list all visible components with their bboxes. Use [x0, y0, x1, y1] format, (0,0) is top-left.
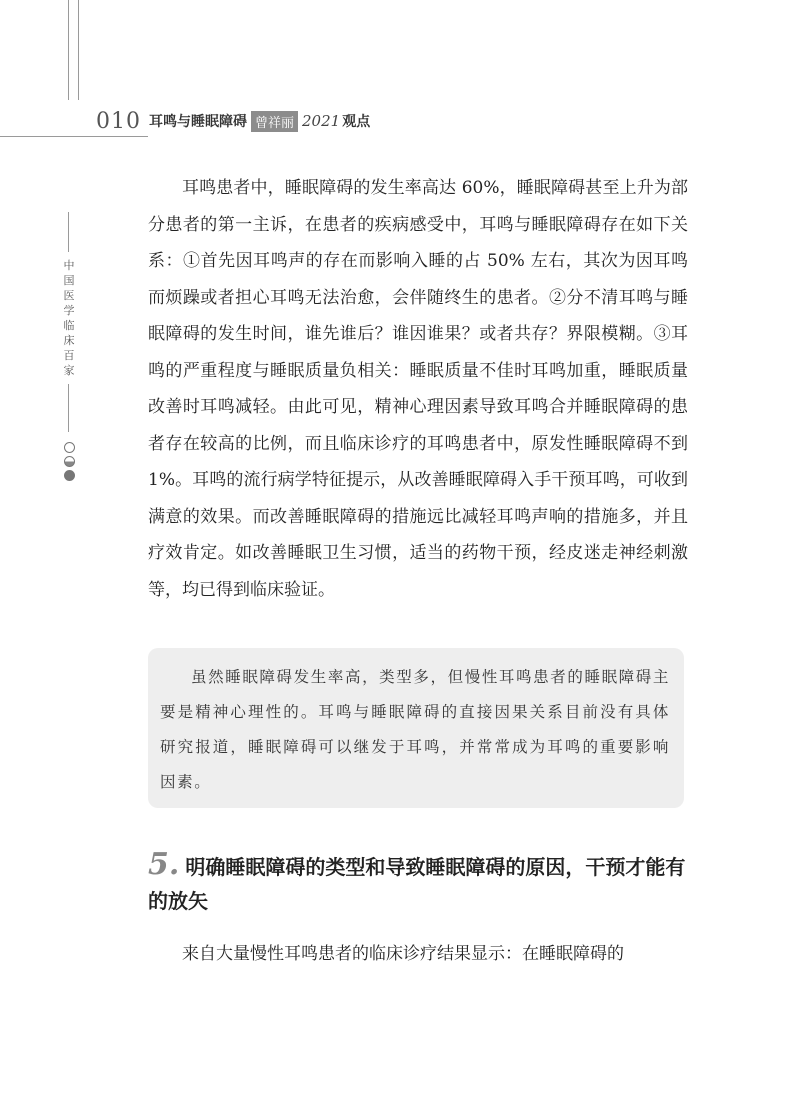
page-number: 010: [96, 108, 141, 134]
section-number: 5.: [148, 847, 180, 882]
viewpoint-label: 观点: [342, 114, 371, 130]
side-line-top: [68, 212, 69, 252]
body-text: [148, 170, 688, 608]
decorative-dots: [62, 442, 76, 484]
body-paragraph: 耳鸣患者中，睡眠障碍的发生率高达 60%，睡眠障碍甚至上升为部分患者的第一主诉，在患者的疾病感受中，耳鸣与睡眠障碍存在如下关系：①首先因耳鸣声的存在而影响入睡的占 50% 左右，其次为因耳鸣而烦躁或者担心耳鸣无法治愈，会伴随终生的患者。②分不清耳鸣与睡眠障碍的发生时间，谁先谁后？谁因谁果？或者共存？界限模糊。③耳鸣的严重程度与睡眠质量负相关：睡眠质量不佳时耳鸣加重，睡眠质量改善时耳鸣减轻。由此可见，精神心理因素导致耳鸣合并睡眠障碍的患者存在较高的比例，而且临床诊疗的耳鸣患者中，原发性睡眠障碍不到 1%。耳鸣的流行病学特征提示，从改善睡眠障碍入手干预耳鸣，可收到满意的效果。而改善睡眠障碍的措施远比减轻耳鸣声响的措施多，并且疗效肯定。如改善睡眠卫生习惯，适当的药物干预，经皮迷走神经刺激等，均已得到临床验证。: [148, 178, 688, 600]
circle-half-icon: [64, 456, 75, 467]
year-label: 2021: [302, 112, 341, 130]
summary-text: 虽然睡眠障碍发生率高，类型多，但慢性耳鸣患者的睡眠障碍主要是精神心理性的。耳鸣与睡眠障碍的直接因果关系目前没有具体研究报道，睡眠障碍可以继发于耳鸣，并常常成为耳鸣的重要影响因素。: [160, 668, 670, 791]
section-heading: [148, 848, 693, 918]
summary-box: [148, 648, 684, 808]
running-header: [96, 108, 370, 134]
frame-line-vertical-left: [68, 0, 69, 100]
frame-line-horizontal: [0, 136, 148, 137]
frame-line-vertical-right: [78, 0, 79, 100]
circle-filled-icon: [64, 470, 75, 481]
final-text: [148, 936, 688, 972]
side-line-bottom: [68, 384, 69, 432]
book-title: 耳鸣与睡眠障碍: [149, 114, 247, 130]
series-name-vertical: 中国医学临床百家: [63, 259, 75, 377]
section-title: 明确睡眠障碍的类型和导致睡眠障碍的原因，干预才能有的放矢: [148, 855, 686, 913]
circle-empty-icon: [64, 442, 75, 453]
final-paragraph: 来自大量慢性耳鸣患者的临床诊疗结果显示：在睡眠障碍的: [182, 944, 624, 964]
author-badge: 曾祥丽: [251, 111, 298, 132]
